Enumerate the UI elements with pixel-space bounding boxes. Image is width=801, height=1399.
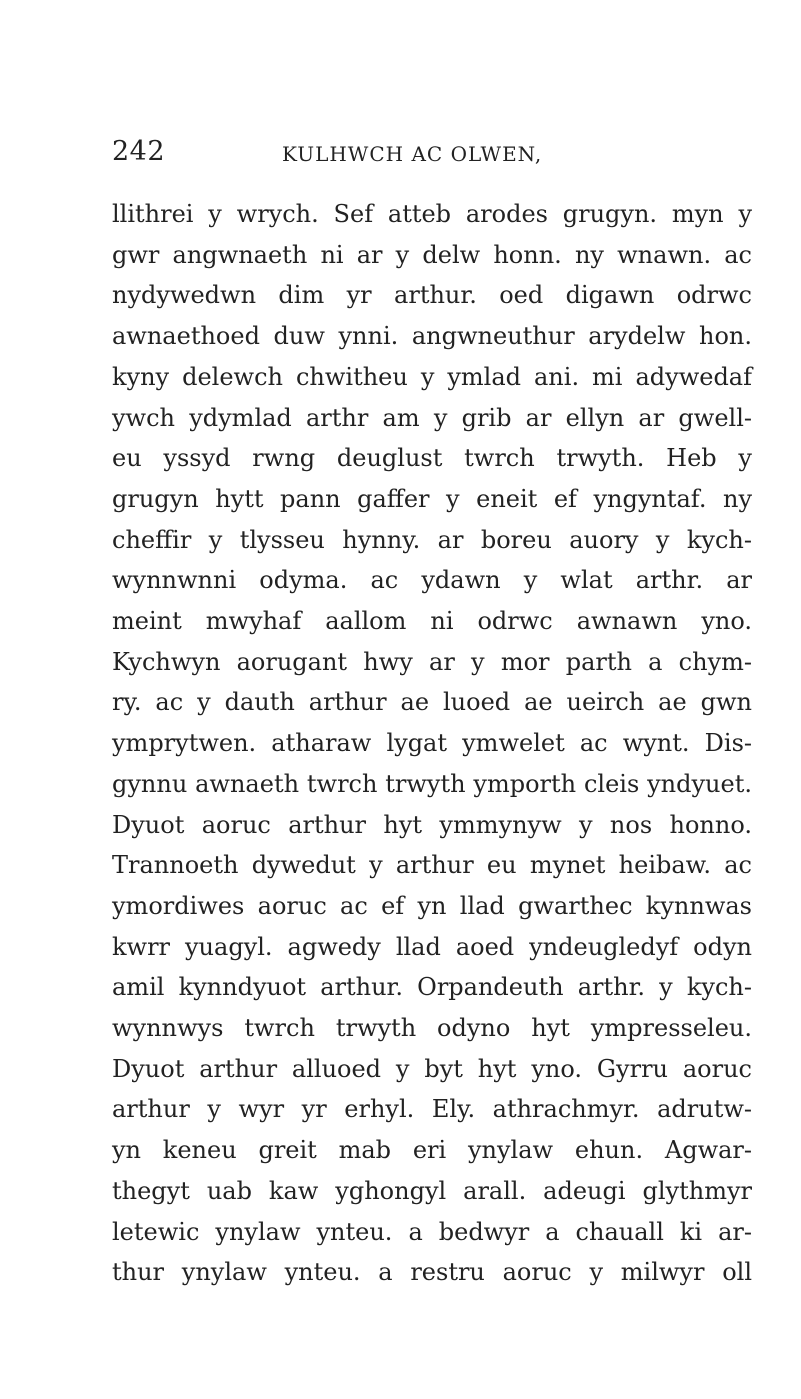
- page-header: [112, 136, 752, 176]
- text-line: Dyuot aoruc arthur hyt ymmynyw y nos honno.: [112, 810, 752, 839]
- text-line: eu yssyd rwng deuglust twrch trwyth. Heb y: [112, 444, 752, 473]
- text-line: kyny delewch chwitheu y ymlad ani. mi adywedaf: [112, 362, 752, 391]
- text-line: nydywedwn dim yr arthur. oed digawn odrwc: [112, 281, 752, 310]
- text-line: Dyuot arthur alluoed y byt hyt yno. Gyrru aoruc: [112, 1054, 752, 1083]
- text-line: gwr angwnaeth ni ar y delw honn. ny wnawn. ac: [112, 240, 752, 269]
- body-text: [112, 194, 752, 1293]
- text-line: meint mwyhaf aallom ni odrwc awnawn yno.: [112, 607, 752, 636]
- text-line: arthur y wyr yr erhyl. Ely. athrachmyr. adrutw-: [112, 1095, 752, 1124]
- text-line: thur ynylaw ynteu. a restru aoruc y milwyr oll: [112, 1258, 752, 1287]
- text-line: cheffir y tlysseu hynny. ar boreu auory y kych-: [112, 525, 752, 554]
- text-line: llithrei y wrych. Sef atteb arodes grugyn. myn y: [112, 200, 752, 228]
- page-number: 242: [112, 136, 166, 167]
- text-line: ymordiwes aoruc ac ef yn llad gwarthec kynnwas: [112, 891, 752, 920]
- text-line: wynnwnni odyma. ac ydawn y wlat arthr. ar: [112, 566, 752, 595]
- text-line: amil kynndyuot arthur. Orpandeuth arthr. y kych-: [112, 973, 752, 1002]
- text-line: awnaethoed duw ynni. angwneuthur arydelw hon.: [112, 322, 752, 351]
- text-line: gynnu awnaeth twrch trwyth ymporth cleis yndyuet.: [112, 769, 752, 798]
- text-line: yn keneu greit mab eri ynylaw ehun. Agwar-: [112, 1136, 752, 1165]
- text-line: ry. ac y dauth arthur ae luoed ae ueirch ae gwn: [112, 688, 752, 717]
- text-line: thegyt uab kaw yghongyl arall. adeugi glythmyr: [112, 1176, 752, 1205]
- running-title: KULHWCH AC OLWEN,: [282, 142, 543, 166]
- text-line: ymprytwen. atharaw lygat ymwelet ac wynt. Dis-: [112, 729, 752, 758]
- text-line: Kychwyn aorugant hwy ar y mor parth a chym-: [112, 647, 752, 676]
- text-line: Trannoeth dywedut y arthur eu mynet heibaw. ac: [112, 851, 752, 880]
- text-line: letewic ynylaw ynteu. a bedwyr a chauall ki ar-: [112, 1217, 752, 1246]
- text-line: grugyn hytt pann gaffer y eneit ef yngyntaf. ny: [112, 484, 752, 513]
- text-line: kwrr yuagyl. agwedy llad aoed yndeugledyf odyn: [112, 932, 752, 961]
- text-line: ywch ydymlad arthr am y grib ar ellyn ar gwell-: [112, 403, 752, 432]
- text-line: wynnwys twrch trwyth odyno hyt ympresseleu.: [112, 1014, 752, 1043]
